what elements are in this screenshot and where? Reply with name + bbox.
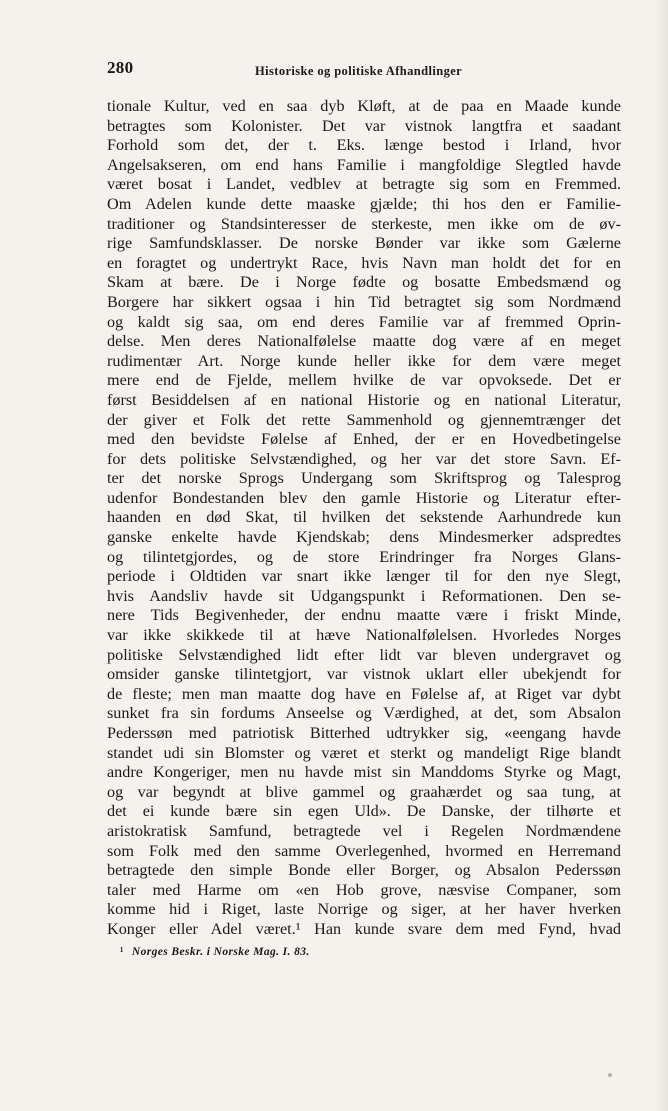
- text-line: taler med Harme om «en Hob grove, næsvise Companer, som: [107, 880, 621, 899]
- text-line: nere Tids Begivenheder, der endnu maatte være i friskt Minde,: [107, 606, 621, 625]
- text-line: for dets politiske Selvstændighed, og her var det store Savn. Ef-: [107, 449, 621, 468]
- text-line: med den bevidste Følelse af Enhed, der er en Hovedbetingelse: [107, 430, 621, 449]
- text-line: periode i Oldtiden var snart ikke længer til for den nye Slegt,: [107, 567, 621, 586]
- text-line: Forhold som det, der t. Eks. længe bestod i Irland, hvor: [107, 136, 621, 155]
- text-line: ter det norske Sprogs Undergang som Skriftsprog og Talesprog: [107, 469, 621, 488]
- text-line: traditioner og Standsinteresser de sterkeste, men ikke om de øv-: [107, 214, 621, 233]
- text-line: der giver et Folk det rette Sammenhold og gjennemtrænger det: [107, 410, 621, 429]
- text-line: andre Kongeriger, men nu havde mist sin Manddoms Styrke og Magt,: [107, 763, 621, 782]
- page-number: 280: [107, 58, 134, 77]
- text-line: rige Samfundsklasser. De norske Bønder var ikke som Gælerne: [107, 234, 621, 253]
- text-line: mere end de Fjelde, mellem hvilke de var opvoksede. Det er: [107, 371, 621, 390]
- text-line: Konger eller Adel været.¹ Han kunde svare dem med Fynd, hvad: [107, 919, 621, 938]
- text-line: det ei kunde bære sin egen Uld». De Danske, der tilhørte et: [107, 802, 621, 821]
- text-line: de fleste; men man maatte dog have en Følelse af, at Riget var dybt: [107, 684, 621, 703]
- running-title: Historiske og politiske Afhandlinger: [255, 64, 463, 78]
- text-line: betragtede den simple Bonde eller Borger, og Absalon Pederssøn: [107, 861, 621, 880]
- text-line: rudimentær Art. Norge kunde heller ikke for dem være meget: [107, 351, 621, 370]
- text-line: og tilintetgjordes, og de store Erindringer fra Norges Glans-: [107, 547, 621, 566]
- text-line: og var begyndt at blive gammel og graahærdet og saa tung, at: [107, 782, 621, 801]
- text-line: som Folk med den samme Overlegenhed, hvormed en Herremand: [107, 841, 621, 860]
- text-line: haanden en død Skat, til hvilken det sekstende Aarhundrede kun: [107, 508, 621, 527]
- footnote-marker: ¹: [120, 946, 124, 958]
- text-line: hvis Aandsliv havde sit Udgangspunkt i Reformationen. Den se-: [107, 586, 621, 605]
- footnote: [120, 946, 540, 958]
- footnote-text: Norges Beskr. i Norske Mag. I. 83.: [131, 946, 310, 958]
- text-line: været bosat i Landet, vedblev at betragte sig som en Fremmed.: [107, 175, 621, 194]
- text-line: sunket fra sin fordums Anseelse og Værdighed, at det, som Absalon: [107, 704, 621, 723]
- text-line: komme hid i Riget, laste Norrige og siger, at her haver hverken: [107, 900, 621, 919]
- text-line: Angelsakseren, om end hans Familie i mangfoldige Slegtled havde: [107, 155, 621, 174]
- page-header: [107, 58, 621, 82]
- text-line: Borgere har sikkert ogsaa i hin Tid betragtet sig som Nordmænd: [107, 292, 621, 311]
- text-line: ganske enkelte havde Kjendskab; dens Mindesmerker adspredtes: [107, 528, 621, 547]
- text-line: aristokratisk Samfund, betragtede vel i Regelen Nordmændene: [107, 821, 621, 840]
- paper-speck: [608, 1073, 612, 1077]
- text-line: udenfor Bondestanden blev den gamle Historie og Literatur efter-: [107, 488, 621, 507]
- text-line: tionale Kultur, ved en saa dyb Kløft, at de paa en Maade kunde: [107, 97, 621, 115]
- page-edge-shadow: [654, 0, 668, 1111]
- text-line: standet udi sin Blomster og været et sterkt og mandeligt Rige blandt: [107, 743, 621, 762]
- text-line: først Besiddelsen af en national Historie og en national Literatur,: [107, 390, 621, 409]
- text-line: betragtes som Kolonister. Det var vistnok langtfra et saadant: [107, 116, 621, 135]
- text-line: delse. Men deres Nationalfølelse maatte dog være af en meget: [107, 332, 621, 351]
- text-line: og kaldt sig saa, om end deres Familie var af fremmed Oprin-: [107, 312, 621, 331]
- text-line: en foragtet og undertrykt Race, hvis Navn man holdt det for en: [107, 253, 621, 272]
- text-line: Skam at bære. De i Norge fødte og bosatte Embedsmænd og: [107, 273, 621, 292]
- text-line: Om Adelen kunde dette maaske gjælde; thi hos den er Familie-: [107, 194, 621, 213]
- text-line: Pederssøn med patriotisk Bitterhed udtrykker sig, «eengang havde: [107, 724, 621, 742]
- body-text: [107, 97, 621, 940]
- text-line: omsider ganske tilintetgjort, var vistnok uklart eller ubekjendt for: [107, 665, 621, 684]
- text-line: politiske Selvstændighed lidt efter lidt var bleven undergravet og: [107, 645, 621, 664]
- text-line: var ikke skikkede til at hæve Nationalfølelsen. Hvorledes Norges: [107, 626, 621, 645]
